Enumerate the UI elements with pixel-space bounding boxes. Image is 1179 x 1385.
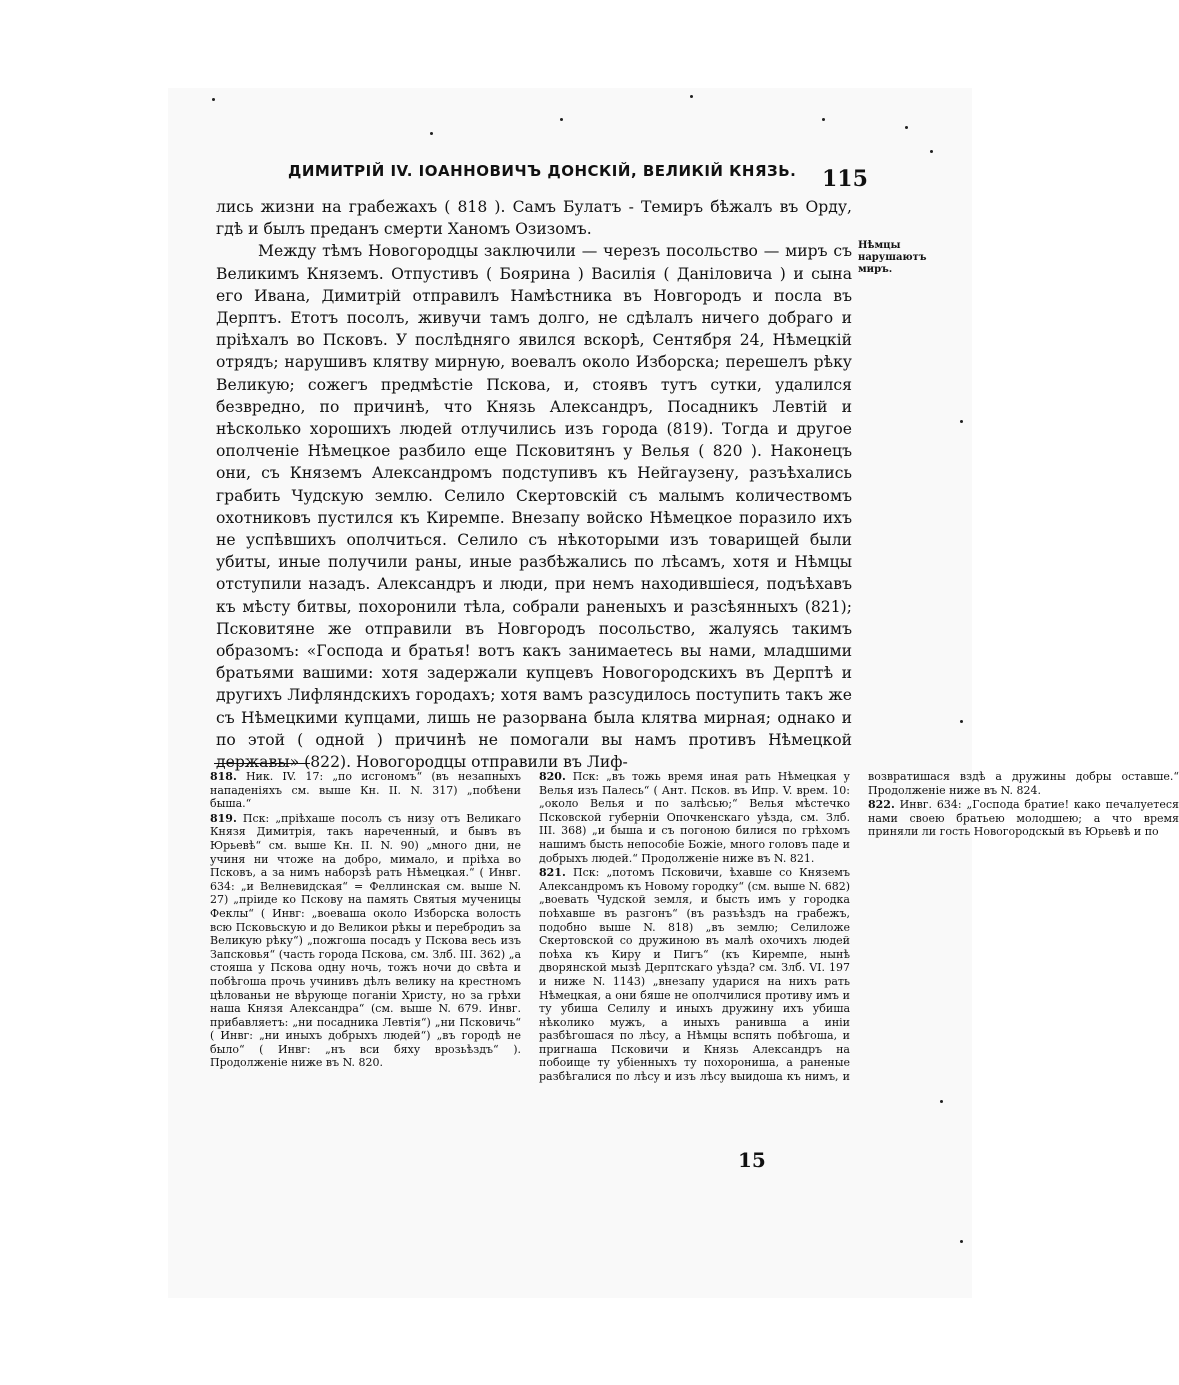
running-title: ДИМИТРІЙ IV. ІОАННОВИЧЪ ДОНСКІЙ, ВЕЛИКІЙ КНЯЗЬ. (288, 162, 797, 180)
footnote-number: 821. (539, 866, 566, 880)
ink-speck (930, 150, 933, 153)
footnote-number: 818. (210, 770, 237, 783)
footnote-text: Инвг. 634: „Господа братие! како печалуетеся нами своею братьею молодшею; а что время приняли ли гость Новогородскый въ Юрьевѣ и по (868, 798, 1179, 839)
footnotes (210, 770, 1179, 1088)
margin-note: Нѣмцы нарушаютъ миръ. (858, 240, 927, 275)
footnote-text: Пск: „потомъ Псковичи, ѣхавше со Княземъ Александромъ къ Новому городку“ (см. выше N. 682) „воевать Чудской земля, и бысть имъ у городка поѣхавше въ разгонъ“ (въ разъѣздъ на грабежъ, подобно выше N. 818) „въ землю; Селиложе Скертовской со дружиною въ малѣ охочихъ людей поѣха къ Киру и Пигъ“ (къ Киремпе, нынѣ дворянской мызѣ Дерптскаго уѣзда? см. Злб. VI. 197 и ниже N. 1143) „внезапу ударися на нихъ рать Нѣмецкая, а они бяше не ополчилися противу имъ и ту убиша Селилу и иныхъ дружину ихъ убиша нѣколико мужъ, а иныхъ ранивша а иніи разбѣгошася по лѣсу, а Нѣмцы вспять побѣгоша, и пригнаша Псковичи и Князь Александръ на побоище ту убіенныхъ ту похорониша, а раненые разбѣгалися по лѣсу и изъ лѣсу выидоша къ нимъ, и возвратишася вздѣ а дружины добры оставше.“ Продолженіе ниже въ N. 824. (539, 770, 1179, 1084)
footnote-rule (214, 763, 310, 764)
footnote-text: Пск: „пріѣхаше посолъ съ низу отъ Великаго Князя Димитрія, такъ нареченный, и бывъ въ Юрьевѣ“ см. выше Кн. II. N. 90) „много дни, не учиня ни чтоже на добро, мимало, и пріѣха во Псковъ, а за нимъ наборзѣ рать Нѣмецкая.“ ( Инвг. 634: „и Велневидская“ = Феллинская см. выше N. 27) „пріиде ко Пскову на память Святыя мученицы Феклы“ ( Инвг: „воеваша около Изборска волость всю Псковьскую и до Великои рѣкы и перебродиъ за Великую рѣку“) „пожгоша посадъ у Пскова весь изъ Запсковья“ (часть города Пскова, см. Злб. III. 362) „а стояша у Пскова одну ночь, тожъ ночи до свѣта и побѣгоша прочь учинивъ дѣлъ велику на крестномъ цѣлованьи не вѣрующе поганіи Христу, но за грѣхи наша Князя Александра“ (см. выше N. 679. Инвг. прибавляетъ: „ни посадника Левтія“) „ни Псковичь“ ( Инвг: „ни иныхъ добрыхъ людей“) „въ городѣ не было“ ( Инвг: „нъ вси бяху врозьѣздъ“ ). Продолженіе ниже въ N. 820. (210, 811, 521, 1070)
ink-speck (560, 118, 563, 121)
ink-speck (960, 1240, 963, 1243)
signature-mark: 15 (738, 1148, 766, 1172)
main-text (216, 196, 852, 773)
ink-speck (212, 98, 215, 101)
ink-speck (430, 132, 433, 135)
ink-speck (690, 95, 693, 98)
ink-speck (822, 118, 825, 121)
footnote-text: Пск: „въ тожь время иная рать Нѣмецкая у Велья изъ Палесь“ ( Ант. Псков. въ Ипр. V. врем. 10: „около Велья и по залѣсью;“ Велья мѣстечко Псковской губерніи Опочкенскаго уѣзда, см. Злб. III. 368) „и быша и съ погоною билися по грѣхомъ нашимъ бысть непособіе Божіе, много головъ паде и добрыхъ людей.“ Продолженіе ниже въ N. 821. (539, 770, 850, 865)
footnote (539, 770, 850, 865)
footnote-text: Ник. IV. 17: „по исгономъ“ (въ незапныхъ нападеніяхъ см. выше Кн. II. N. 317) „побѣени быша.“ (210, 770, 521, 811)
footnote (210, 812, 521, 1070)
ink-speck (960, 420, 963, 423)
paragraph: лись жизни на грабежахъ ( 818 ). Самъ Булатъ - Темиръ бѣжалъ въ Орду, гдѣ и былъ преданъ смерти Ханомъ Озизомъ. (216, 198, 852, 239)
ink-speck (940, 1100, 943, 1103)
footnote-number: 820. (539, 770, 566, 783)
ink-speck (960, 720, 963, 723)
footnote (210, 770, 521, 811)
footnote (868, 798, 1179, 839)
ink-speck (905, 126, 908, 129)
page-number: 115 (822, 166, 868, 192)
paragraph: Между тѣмъ Новогородцы заключили — черезъ посольство — миръ съ Великимъ Княземъ. Отпустивъ ( Боярина ) Василія ( Даніловича ) и сына его Ивана, Димитрій отправилъ Намѣстника въ Новгородъ и посла въ Дерптъ. Етотъ посолъ, живучи тамъ долго, не сдѣлалъ ничего добраго и пріѣхалъ во Псковъ. У послѣдняго явился вскорѣ, Сентября 24, Нѣмецкій отрядъ; нарушивъ клятву мирную, воевалъ около Изборска; перешелъ рѣку Великую; сожегъ предмѣстіе Пскова, и, стоявъ тутъ сутки, удалился безвредно, по причинѣ, что Князь Александръ, Посадникъ Левтій и нѣсколько хорошихъ людей отлучились изъ города (819). Тогда и другое ополченіе Нѣмецкое разбило еще Псковитянъ у Велья ( 820 ). Наконецъ они, съ Княземъ Александромъ подступивъ къ Нейгаузену, разъѣхались грабить Чудскую землю. Селило Скертовскій съ малымъ количествомъ охотниковъ пустился къ Киремпе. Внезапу войско Нѣмецкое поразило ихъ не успѣвшихъ ополчиться. Селило съ нѣкоторыми изъ товарищей были убиты, иные получили раны, иные разбѣжались по лѣсамъ, хотя и Нѣмцы отступили назадъ. Александръ и люди, при немъ находившіеся, подъѣхавъ къ мѣсту битвы, похоронили тѣла, собрали раненыхъ и разсѣянныхъ (821); Псковитяне же отправили въ Новгородъ посольство, жалуясь такимъ образомъ: «Господа и братья! вотъ какъ занимаетесь вы нами, младшими братьями вашими: хотя задержали купцевъ Новогородскихъ въ Дерптѣ и другихъ Лифляндскихъ городахъ; хотя вамъ разсудилось поступить такъ же съ Нѣмецкими купцами, лишь не разорвана была клятва мирная; однако и по этой ( одной ) причинѣ не помогали вы намъ противъ Нѣмецкой державы» (822). Новогородцы отправили въ Лиф- (216, 242, 852, 772)
footnote-number: 819. (210, 811, 237, 825)
footnote-number: 822. (868, 798, 895, 812)
